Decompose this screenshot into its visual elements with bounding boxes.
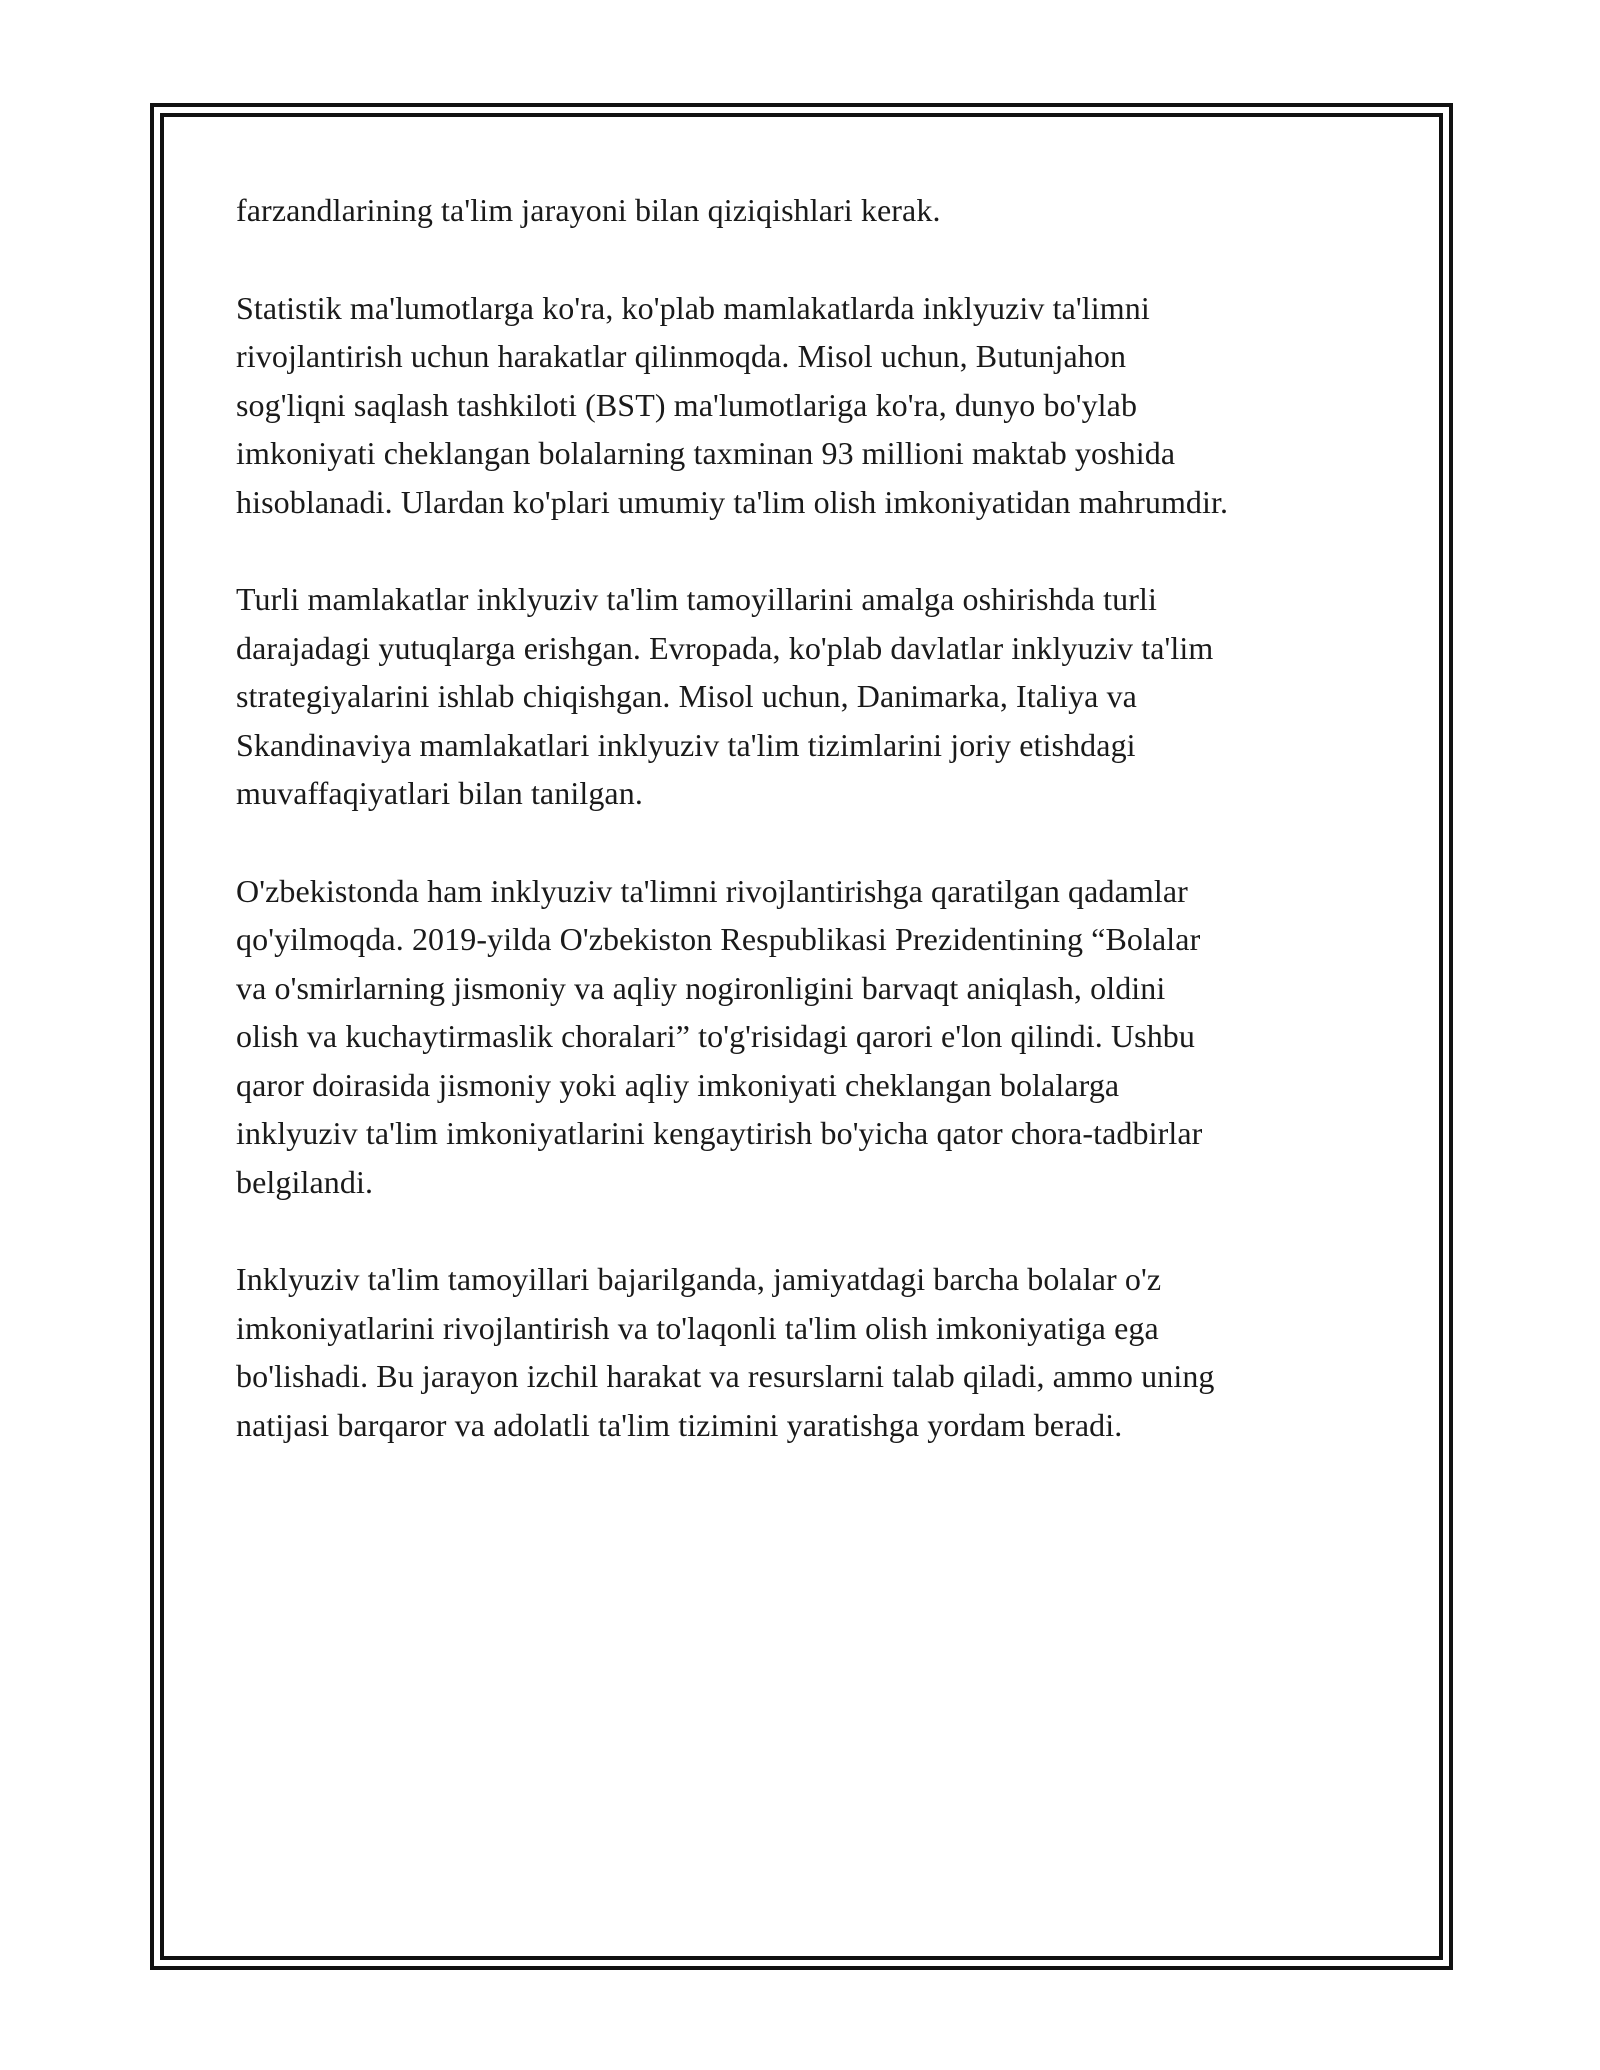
text-line: strategiyalarini ishlab chiqishgan. Misol uchun, Danimarka, Italiya va	[236, 678, 1137, 714]
text-line: Turli mamlakatlar inklyuziv ta'lim tamoyillarini amalga oshirishda turli	[236, 581, 1157, 617]
text-line: Skandinaviya mamlakatlari inklyuziv ta'lim tizimlarini joriy etishdagi	[236, 726, 1136, 763]
text-line: belgilandi.	[236, 1163, 374, 1200]
paragraph-1	[236, 186, 1386, 235]
text-line: Inklyuziv ta'lim tamoyillari bajarilganda, jamiyatdagi barcha bolalar o'z	[236, 1261, 1162, 1297]
text-line: O'zbekistonda ham inklyuziv ta'limni rivojlantirishga qaratilgan qadamlar	[236, 872, 1188, 909]
text-line: sog'liqni saqlash tashkiloti (BST) ma'lumotlariga ko'ra, dunyo bo'ylab	[236, 386, 1138, 423]
paragraph-5	[236, 1255, 1386, 1449]
text-line: imkoniyatlarini rivojlantirish va to'laqonli ta'lim olish imkoniyatiga ega	[236, 1309, 1159, 1346]
text-line: rivojlantirish uchun harakatlar qilinmoqda. Misol uchun, Butunjahon	[236, 338, 1127, 374]
text-line: inklyuziv ta'lim imkoniyatlarini kengaytirish bo'yicha qator chora-tadbirlar	[236, 1115, 1203, 1151]
document-body	[236, 186, 1386, 1498]
text-line: farzandlarining ta'lim jarayoni bilan qiziqishlari kerak.	[236, 192, 941, 228]
text-line: bo'lishadi. Bu jarayon izchil harakat va resurslarni talab qiladi, ammo uning	[236, 1358, 1215, 1394]
text-line: qo'yilmoqda. 2019-yilda O'zbekiston Respublikasi Prezidentining “Bolalar	[236, 921, 1201, 957]
text-line: qaror doirasida jismoniy yoki aqliy imkoniyati cheklangan bolalarga	[236, 1066, 1120, 1103]
paragraph-4	[236, 867, 1386, 1207]
text-line: muvaffaqiyatlari bilan tanilgan.	[236, 775, 643, 811]
text-line: olish va kuchaytirmaslik choralari” to'g'risidagi qarori e'lon qilindi. Ushbu	[236, 1018, 1196, 1054]
paragraph-3	[236, 575, 1386, 818]
text-line: va o'smirlarning jismoniy va aqliy nogironligini barvaqt aniqlash, oldini	[236, 969, 1166, 1006]
paragraph-2	[236, 284, 1386, 527]
text-line: darajadagi yutuqlarga erishgan. Evropada, ko'plab davlatlar inklyuziv ta'lim	[236, 629, 1214, 666]
text-line: hisoblanadi. Ulardan ko'plari umumiy ta'lim olish imkoniyatidan mahrumdir.	[236, 483, 1229, 520]
text-line: Statistik ma'lumotlarga ko'ra, ko'plab mamlakatlarda inklyuziv ta'limni	[236, 289, 1150, 326]
text-line: imkoniyati cheklangan bolalarning taxminan 93 millioni maktab yoshida	[236, 435, 1176, 471]
text-line: natijasi barqaror va adolatli ta'lim tizimini yaratishga yordam beradi.	[236, 1406, 1123, 1443]
